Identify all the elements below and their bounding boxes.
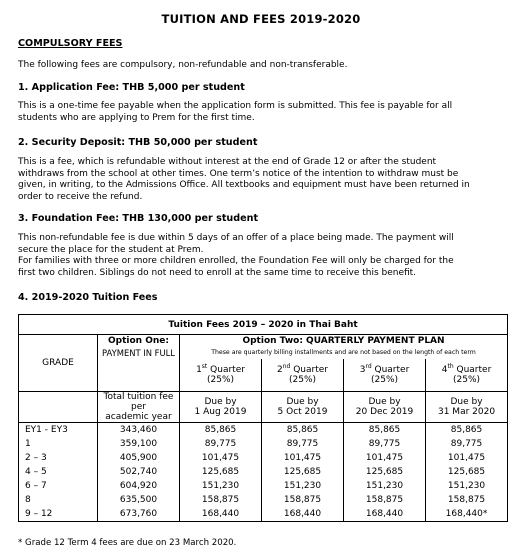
section-3-line: For families with three or more children enrolled, the Foundation Fee will only be charged for the [18,256,454,267]
due-date: 1 Aug 2019 [194,407,247,417]
quarter-pct: (25%) [288,374,317,385]
quarter-cell: 168,440 [180,507,262,522]
quarter-cell: 89,775 [344,437,426,451]
quarter-cell: 158,875 [344,493,426,507]
option-two-note: These are quarterly billing installments and are not based on the length of each term [180,347,508,359]
quarter-sup: th [447,362,454,370]
total-label-line: Total tuition fee per [103,392,174,412]
due-label: Due by [286,397,319,407]
section-3-line: This non-refundable fee is due within 5 days of an offer of a place being made. The payment will [18,233,454,243]
grade-cell: 9 – 12 [19,507,98,522]
table-row [19,423,508,437]
quarter-cell: 89,775 [180,437,262,451]
quarter-cell: 125,685 [426,465,508,479]
quarter-cell: 89,775 [262,437,344,451]
total-cell: 502,740 [98,465,180,479]
table-row [19,479,508,493]
section-1-text [18,101,508,124]
quarter-pct: (25%) [370,374,399,385]
total-label-line: academic year [105,412,172,422]
page-title: TUITION AND FEES 2019-2020 [161,12,361,26]
quarter-num: 2 [276,364,283,375]
total-cell: 604,920 [98,479,180,493]
total-cell: 359,100 [98,437,180,451]
section-1-line: students who are applying to Prem for the first time. [18,112,255,123]
section-3-line: secure the place for the student at Prem. [18,244,204,255]
quarter-cell: 101,475 [426,451,508,465]
section-1-heading: 1. Application Fee: THB 5,000 per student [18,82,245,93]
quarter-cell: 151,230 [180,479,262,493]
grade-header: GRADE [19,335,98,392]
section-2-line: given, in writing, to the Admissions Office. All textbooks and equipment must have been returned in [18,180,470,191]
quarter-cell: 125,685 [180,465,262,479]
quarter-cell: 101,475 [180,451,262,465]
total-cell: 673,760 [98,507,180,522]
due-cell [180,392,262,423]
total-cell: 405,900 [98,451,180,465]
section-1-line: This is a one-time fee payable when the application form is submitted. This fee is payable for all [18,101,453,111]
quarter-cell: 151,230 [262,479,344,493]
table-row [19,493,508,507]
quarter-cell: 125,685 [262,465,344,479]
section-2-text [18,157,508,204]
quarter-cell: 101,475 [344,451,426,465]
grade-cell: 8 [19,493,98,507]
due-date: 5 Oct 2019 [277,407,328,417]
quarter-cell: 101,475 [262,451,344,465]
quarter-header [180,359,262,392]
quarter-num: 3 [359,364,366,375]
tuition-fees-table [18,314,508,522]
quarter-num: 4 [441,364,448,375]
due-cell [262,392,344,423]
grade-cell: EY1 - EY3 [19,423,98,437]
quarter-label: Quarter [293,364,328,375]
total-cell: 343,460 [98,423,180,437]
quarter-cell: 158,875 [180,493,262,507]
table-row [19,437,508,451]
quarter-cell: 85,865 [344,423,426,437]
due-cell [426,392,508,423]
grade-cell: 4 – 5 [19,465,98,479]
option-one-subtitle: PAYMENT IN FULL [98,347,180,359]
option-one-title: Option One: [98,335,180,347]
due-date: 31 Mar 2020 [437,407,496,417]
section-3-heading: 3. Foundation Fee: THB 130,000 per student [18,213,259,224]
quarter-label: Quarter [210,364,245,375]
footnote: * Grade 12 Term 4 fees are due on 23 March 2020. [18,538,237,548]
total-cell: 635,500 [98,493,180,507]
due-cell [344,392,426,423]
quarter-pct: (25%) [453,374,481,385]
table-row [19,465,508,479]
section-4-heading: 4. 2019-2020 Tuition Fees [18,292,158,303]
quarter-cell: 168,440 [344,507,426,522]
table-caption: Tuition Fees 2019 – 2020 in Thai Baht [19,315,508,335]
quarter-label: Quarter [456,364,492,375]
quarter-cell: 168,440 [262,507,344,522]
quarter-sup: rd [365,362,372,370]
quarter-cell: 89,775 [426,437,508,451]
total-label [98,392,180,423]
section-3-text [18,233,508,280]
section-2-heading: 2. Security Deposit: THB 50,000 per student [18,137,258,148]
section-3-line: first two children. Siblings do not need to enroll at the same time to receive this benefit. [18,268,417,279]
due-label: Due by [368,397,401,407]
quarter-cell: 158,875 [262,493,344,507]
quarter-sup: nd [282,362,291,370]
quarter-cell: 125,685 [344,465,426,479]
quarter-pct: (25%) [206,374,235,385]
compulsory-heading: COMPULSORY FEES [18,38,123,49]
grade-cell: 6 – 7 [19,479,98,493]
section-2-line: This is a fee, which is refundable without interest at the end of Grade 12 or after the student [18,157,437,167]
quarter-header [426,359,508,392]
quarter-cell: 85,865 [180,423,262,437]
quarter-cell: 85,865 [262,423,344,437]
section-2-line: withdraws from the school at other times. One term’s notice of the intention to withdraw must be [18,168,459,179]
quarter-cell: 168,440* [426,507,508,522]
table-row [19,451,508,465]
quarter-label: Quarter [374,364,410,375]
due-label: Due by [204,397,237,407]
grade-cell: 2 – 3 [19,451,98,465]
section-2-line: order to receive the refund. [18,192,143,203]
grade-blank [19,392,98,423]
quarter-cell: 85,865 [426,423,508,437]
quarter-header [262,359,344,392]
quarter-num: 1 [196,364,202,375]
table-row [19,507,508,522]
quarter-sup: st [201,362,208,370]
option-two-title: Option Two: QUARTERLY PAYMENT PLAN [180,335,508,347]
quarter-cell: 151,230 [344,479,426,493]
compulsory-intro: The following fees are compulsory, non-refundable and non-transferable. [18,60,348,70]
due-label: Due by [450,397,483,407]
quarter-cell: 158,875 [426,493,508,507]
quarter-cell: 151,230 [426,479,508,493]
due-date: 20 Dec 2019 [355,407,414,417]
option-one-blank [98,359,180,392]
quarter-header [344,359,426,392]
grade-cell: 1 [19,437,98,451]
